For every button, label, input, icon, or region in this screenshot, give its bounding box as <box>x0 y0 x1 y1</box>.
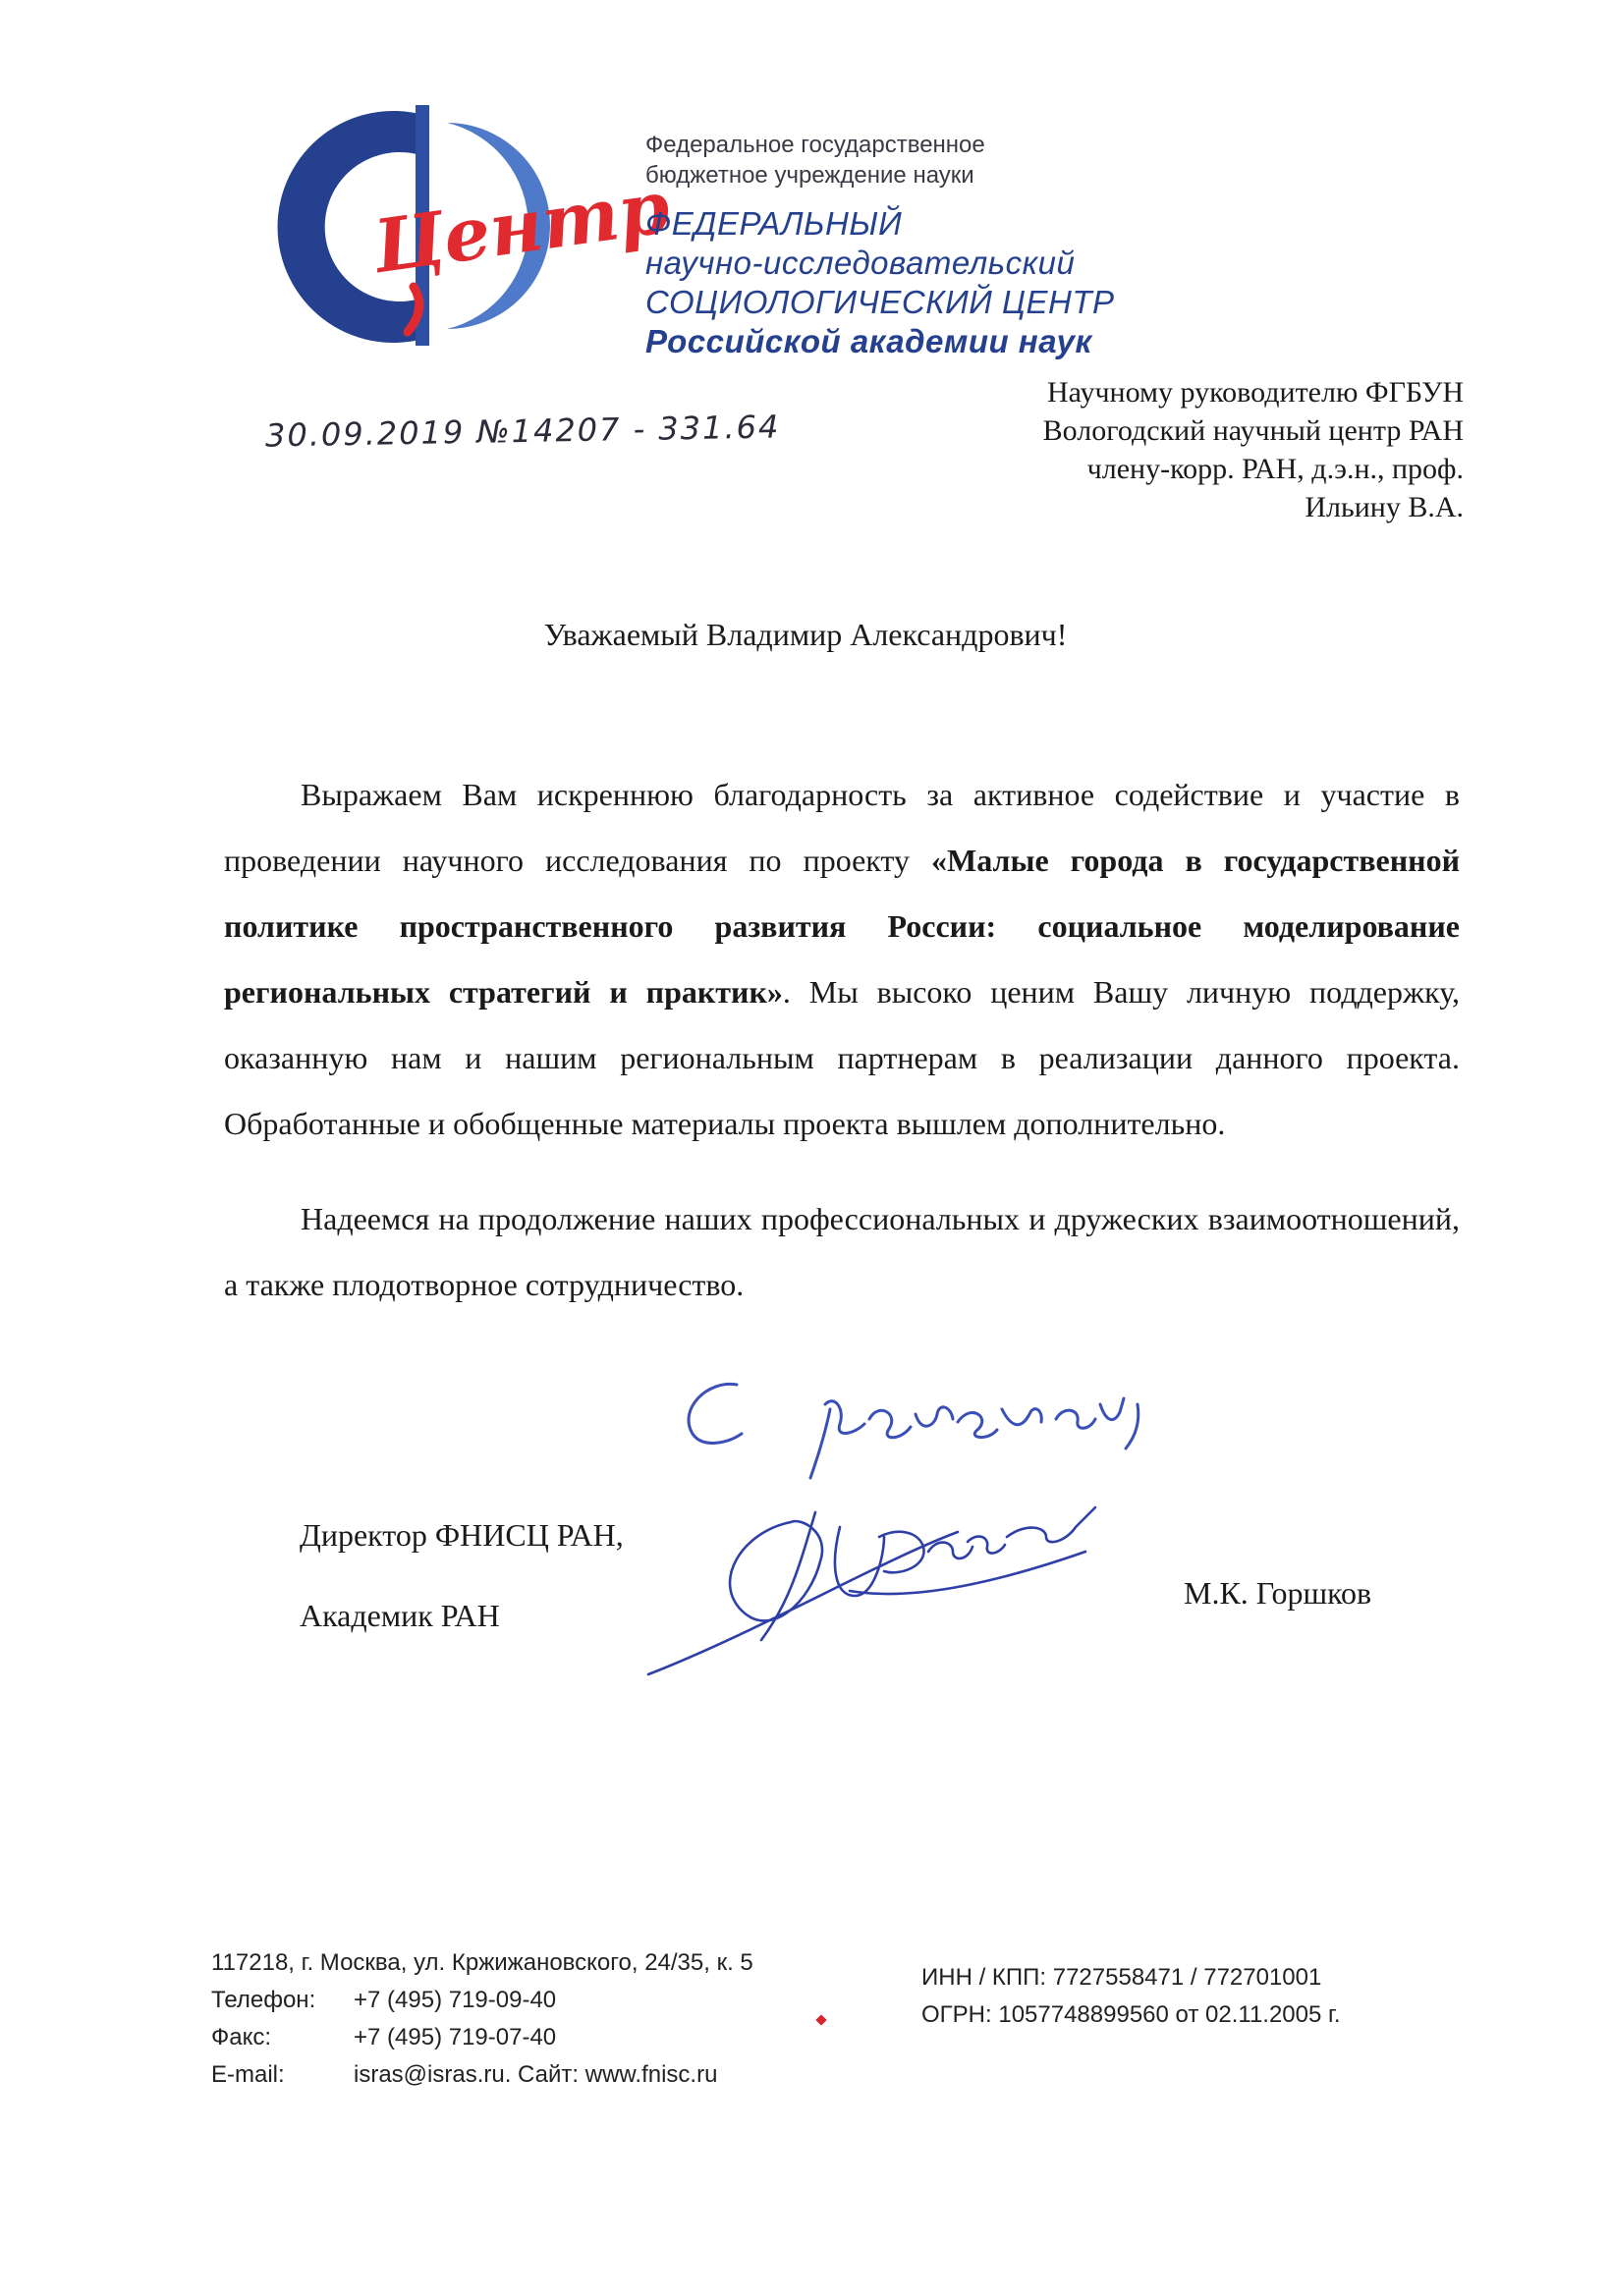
org-big-line-4: Российской академии наук <box>645 323 1092 359</box>
signatory-name: М.К. Горшков <box>1184 1575 1372 1611</box>
body-paragraph-1 <box>224 762 1460 1157</box>
handwritten-closing <box>668 1365 1218 1483</box>
body-paragraph-2: Надеемся на продолжение наших профессиональных и дружеских взаимоотношений, а также плодотворное сотрудничество. <box>224 1201 1460 1302</box>
registration-number: 30.09.2019 №14207 - 331.64 <box>264 408 781 455</box>
org-big-line-3: СОЦИОЛОГИЧЕСКИЙ ЦЕНТР <box>645 284 1115 320</box>
footer-divider-mark <box>815 2014 826 2025</box>
footer-inn: ИНН / КПП: 7727558471 / 772701001 <box>921 1964 1322 1991</box>
signatory-title <box>300 1495 624 1656</box>
addressee-line-4: Ильину В.А. <box>1305 491 1464 523</box>
footer-ogrn: ОГРН: 1057748899560 от 02.11.2005 г. <box>921 2001 1341 2028</box>
footer-contacts <box>211 1944 753 2094</box>
addressee-block <box>1043 373 1464 526</box>
phone-value: +7 (495) 719-09-40 <box>354 1987 557 2013</box>
salutation: Уважаемый Владимир Александрович! <box>543 617 1068 652</box>
project-title: «Малые города в государственной политике пространственного развития России: социальное моделирование региональных стратегий и практик» <box>224 843 1461 1010</box>
footer-address: 117218, г. Москва, ул. Кржижановского, 24/35, к. 5 <box>211 1949 753 1976</box>
addressee-line-3: члену-корр. РАН, д.э.н., проф. <box>1086 453 1464 485</box>
org-line-1: Федеральное государственное <box>645 132 985 158</box>
org-big-line-1: ФЕДЕРАЛЬНЫЙ <box>645 205 903 242</box>
signatory-position-1: Директор ФНИСЦ РАН, <box>300 1517 624 1553</box>
footer-phone-row <box>211 1982 753 2019</box>
phone-label: Телефон: <box>211 1987 316 2013</box>
email-label: E-mail: <box>211 2061 285 2088</box>
fax-label: Факс: <box>211 2024 272 2050</box>
handwritten-signature <box>643 1493 1184 1679</box>
footer-email-row <box>211 2056 753 2094</box>
footer-fax-row <box>211 2019 753 2056</box>
letter-body <box>224 762 1460 1318</box>
p1-end: . Мы высоко ценим Вашу личную поддержку, оказанную нам и нашим региональным партнерам в реализации данного проекта. Обработанные и обобщенные материалы проекта вышлем дополнительно. <box>224 974 1461 1141</box>
org-header-big <box>645 204 1254 361</box>
org-big-line-2: научно-исследовательский <box>645 245 1076 281</box>
org-header-small <box>645 130 1156 191</box>
org-line-2: бюджетное учреждение науки <box>645 162 974 189</box>
email-value: isras@isras.ru. Сайт: www.fnisc.ru <box>354 2061 718 2088</box>
fnisc-logo <box>278 105 675 346</box>
addressee-line-1: Научному руководителю ФГБУН <box>1046 376 1464 409</box>
fax-value: +7 (495) 719-07-40 <box>354 2024 557 2050</box>
footer-registration <box>921 1959 1341 2034</box>
signatory-position-2: Академик РАН <box>300 1598 500 1633</box>
svg-text:Центр: Центр <box>368 164 675 291</box>
p1-start: Выражаем Вам искреннюю благодарность за активное содействие и участие в проведении научного исследования по проекту <box>224 777 1460 878</box>
addressee-line-2: Вологодский научный центр РАН <box>1042 414 1464 447</box>
